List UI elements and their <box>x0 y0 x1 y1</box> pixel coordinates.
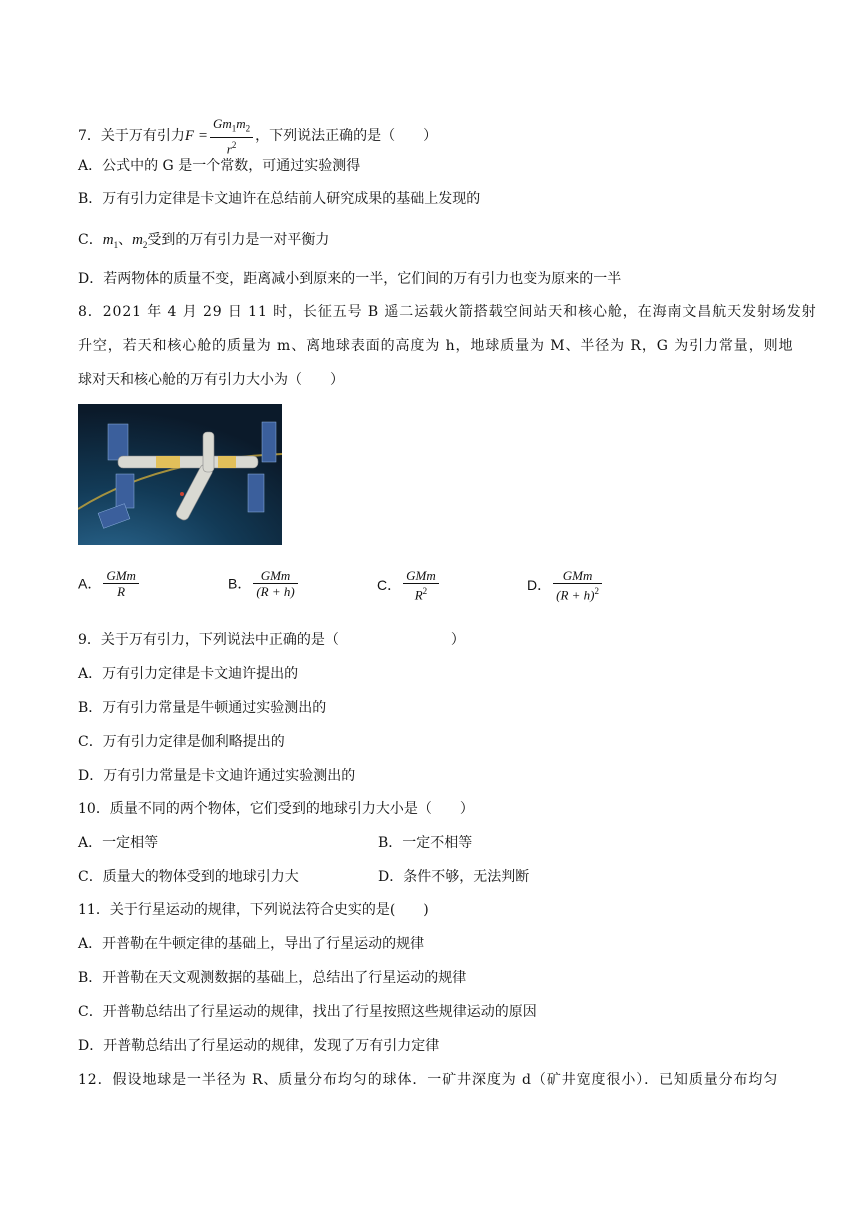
q7-option-c-sub1: 1 <box>113 239 119 250</box>
q7-formula-lhs: F = <box>184 127 208 144</box>
q7-formula-sub2: 2 <box>245 123 251 134</box>
q7-formula-den-sup: 2 <box>231 139 237 150</box>
q7-option-c-label: C． <box>78 232 103 248</box>
q7-formula-sub1: 1 <box>231 123 237 134</box>
q8-stem-line2: 升空，若天和核心舱的质量为 m、离地球表面的高度为 h，地球质量为 M、半径为 R，G 为引力常量，则地 <box>78 338 794 354</box>
q7-option-c-sub2: 2 <box>142 239 148 250</box>
q9-stem: 9．关于万有引力，下列说法中正确的是（ ） <box>78 632 465 648</box>
q7-option-d: D．若两物体的质量不变，距离减小到原来的一半，它们间的万有引力也变为原来的一半 <box>78 271 622 287</box>
q7-stem <box>78 116 437 156</box>
q8-stem-line1: 8．2021 年 4 月 29 日 11 时，长征五号 B 遥二运载火箭搭载空间站天和核心舱，在海南文昌航天发射场发射 <box>78 304 817 320</box>
q8-option-b <box>228 568 300 599</box>
q7-formula-num: Gm <box>212 116 232 131</box>
q8-option-c-label: C． <box>377 577 402 594</box>
q10-stem: 10．质量不同的两个物体，它们受到的地球引力大小是（ ） <box>78 801 474 817</box>
q8-stem-line3: 球对天和核心舱的万有引力大小为（ ） <box>78 372 344 388</box>
q8-option-b-num: GMm <box>253 568 297 584</box>
q8-option-c-den: R <box>414 587 423 603</box>
q8-option-c-den-sup: 2 <box>422 586 428 596</box>
q11-stem: 11．关于行星运动的规律，下列说法符合史实的是( ) <box>78 902 429 918</box>
q8-option-c <box>377 568 441 602</box>
q8-option-a-den: R <box>117 584 126 599</box>
q7-option-c-sep: 、 <box>118 232 133 248</box>
space-station-photo <box>78 404 282 545</box>
q8-option-a-label: A． <box>78 575 102 592</box>
q8-option-a <box>78 568 141 599</box>
q9-option-c: C．万有引力定律是伽利略提出的 <box>78 734 285 750</box>
q7-option-c <box>78 231 329 254</box>
q7-option-c-m2: m <box>132 232 143 248</box>
q8-option-d-den-sup: 2 <box>594 586 599 596</box>
q7-formula-fraction <box>210 116 253 156</box>
q7-formula-m2: m <box>236 116 246 131</box>
q8-option-c-num: GMm <box>403 568 439 584</box>
q8-option-b-den: (R + h) <box>256 584 295 599</box>
q11-option-a: A．开普勒在牛顿定律的基础上，导出了行星运动的规律 <box>78 936 425 952</box>
q12-stem-line1: 12．假设地球是一半径为 R、质量分布均匀的球体．一矿井深度为 d（矿井宽度很小）．已知质量分布均匀 <box>78 1072 779 1088</box>
q11-option-c: C．开普勒总结出了行星运动的规律，找出了行星按照这些规律运动的原因 <box>78 1004 537 1020</box>
q7-option-b: B．万有引力定律是卡文迪许在总结前人研究成果的基础上发现的 <box>78 191 481 207</box>
q8-option-b-label: B． <box>228 575 252 592</box>
q7-stem-suffix: ，下列说法正确的是（ ） <box>255 127 438 144</box>
q10-option-a: A．一定相等 <box>78 835 159 851</box>
q8-option-d-den: (R + h) <box>556 587 595 603</box>
q8-option-d-label: D． <box>527 577 552 594</box>
q7-stem-prefix: 7．关于万有引力 <box>78 127 185 144</box>
q8-option-d-num: GMm <box>553 568 602 584</box>
q8-option-a-num: GMm <box>103 568 139 584</box>
q11-option-d: D．开普勒总结出了行星运动的规律，发现了万有引力定律 <box>78 1038 440 1054</box>
q9-option-d: D．万有引力常量是卡文迪许通过实验测出的 <box>78 768 356 784</box>
q7-option-c-m1: m <box>102 232 114 248</box>
q7-formula-den: r <box>226 140 232 156</box>
q9-option-a: A．万有引力定律是卡文迪许提出的 <box>78 666 299 682</box>
q7-option-a: A．公式中的 G 是一个常数，可通过实验测得 <box>78 158 361 174</box>
q10-option-b: B．一定不相等 <box>378 835 473 851</box>
q10-option-d: D．条件不够，无法判断 <box>378 869 530 885</box>
q9-option-b: B．万有引力常量是牛顿通过实验测出的 <box>78 700 327 716</box>
q11-option-b: B．开普勒在天文观测数据的基础上，总结出了行星运动的规律 <box>78 970 467 986</box>
q10-option-c: C．质量大的物体受到的地球引力大 <box>78 869 299 885</box>
q8-option-d <box>527 568 604 602</box>
q7-option-c-text: 受到的万有引力是一对平衡力 <box>147 232 330 248</box>
